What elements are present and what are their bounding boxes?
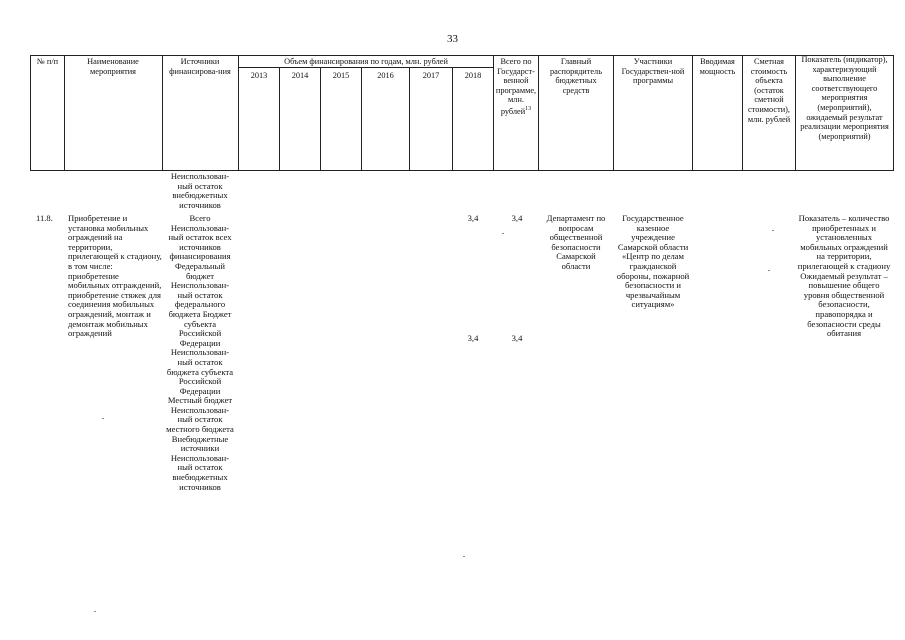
header-year-2018: 2018 (464, 71, 482, 80)
header-year-2016: 2016 (377, 71, 394, 80)
value-2018-total: 3,4 (467, 213, 479, 223)
header-total: Всего по Государст-венной программе, млн. рублей$^{13}$ (495, 57, 537, 116)
table-header (0, 0, 905, 180)
value-sum-total: 3,4 (511, 213, 523, 223)
header-year-2014: 2014 (291, 71, 309, 80)
page-number: 33 (447, 33, 458, 45)
scan-speck (772, 230, 774, 231)
years-divider (238, 67, 493, 68)
header-year-2015: 2015 (332, 71, 350, 80)
header-manager: Главный распорядитель бюджетных средств (550, 57, 602, 95)
scan-speck (768, 270, 770, 271)
header-year-2017: 2017 (422, 71, 440, 80)
row-name: Приобретение и установка мобильных ограждений на территории, прилегающей к стадиону, в том числе: приобретение мобильных отграждений, приобретение стяжек для соединения мобильных ограждений, монтаж и демонтаж мобильных ограждений (68, 213, 162, 339)
header-volume-title: Объем финансирования по годам, млн. рублей (284, 57, 448, 66)
scan-speck (463, 556, 465, 557)
scan-speck (102, 418, 104, 419)
header-capacity: Вводимая мощность (699, 57, 736, 76)
row-sources: Всего Неиспользован-ный остаток всех источников финансирования Федеральный бюджет Неиспользован-ный остаток федерального бюджета Бюджет субъекта Российской Федерации Неиспользован-ный остаток бюджета субъекта Российской Федерации Местный бюджет Неиспользован-ный остаток местного бюджета Внебюджетные источники Неиспользован-ный остаток внебюджетных источников (166, 213, 234, 492)
row-participants: Государственное казенное учреждение Самарской области «Центр по делам гражданской обороны, пожарной безопасности и чрезвычайным ситуациям» (616, 213, 690, 310)
scan-speck (502, 233, 504, 234)
row-indicator: Показатель – количество приобретенных и установленных мобильных ограждений на территории, прилегающей к стадиону Ожидаемый результат – повышение общего уровня общественной безопасности, правопорядка и безопасности среды обитания (797, 213, 891, 339)
scan-speck (94, 611, 96, 612)
header-estimate: Сметная стоимость объекта (остаток сметной стоимости), млн. рублей (747, 57, 791, 124)
value-sum-region: 3,4 (511, 333, 523, 343)
header-sources: Источники финансирова-ния (169, 57, 231, 76)
header-name: Наименование мероприятия (87, 57, 139, 76)
header-top-border (30, 55, 893, 56)
row-number: 11.8. (36, 213, 53, 223)
header-num: № п/п (36, 57, 59, 66)
prev-row-tail: Неиспользован-ный остаток внебюджетных источников (170, 171, 230, 210)
value-2018-region: 3,4 (467, 333, 479, 343)
header-participants: Участники Государствен-ной программы (621, 57, 685, 86)
header-indicator: Показатель (индикатор), характеризующий выполнение соответствующего мероприятия (мероприятий), ожидаемый результат реализации мероприятия (мероприятий) (800, 55, 889, 141)
header-year-2013: 2013 (250, 71, 268, 80)
row-manager: Департамент по вопросам общественной безопасности Самарской области (546, 213, 606, 271)
header-bottom-border (30, 170, 893, 171)
